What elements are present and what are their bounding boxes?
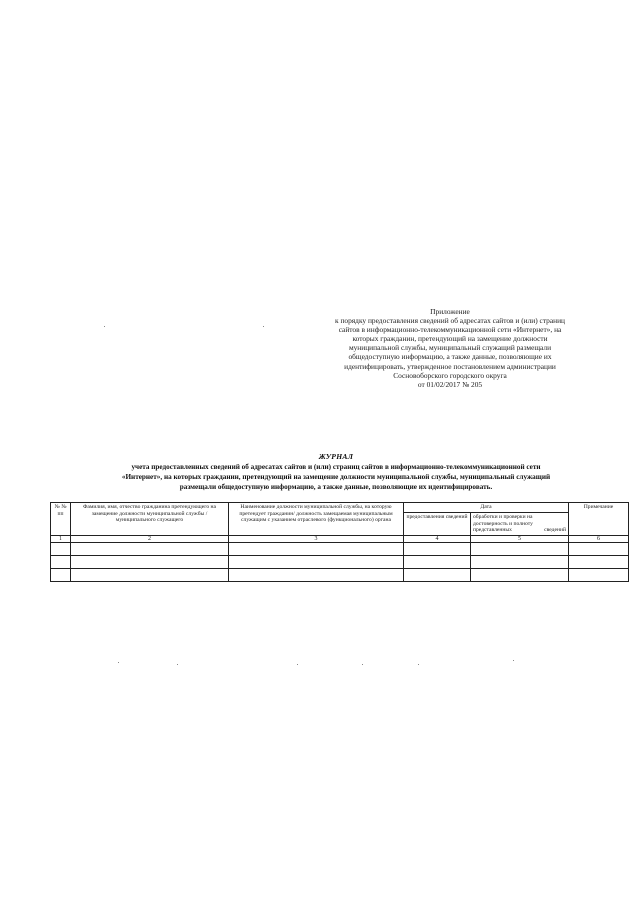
appendix-line: общедоступную информацию, а также данные, позволяющие их [348,352,552,362]
scan-speck [297,664,298,665]
scan-speck [177,664,178,665]
appendix-title: Приложение [430,307,470,316]
col-header-note: Примечание [569,503,629,536]
column-number: 4 [404,535,471,543]
table-cell [471,543,569,556]
col-header-num: № № пп [51,503,71,536]
scan-speck [104,326,105,327]
table-row-column-numbers [51,535,629,543]
column-number: 2 [71,535,229,543]
table-header-row [51,503,629,513]
table-cell [569,556,629,569]
appendix-line: Сосновоборского городского округа [393,370,507,380]
column-number: 3 [229,535,404,543]
appendix-date: от 01/02/2017 № 205 [417,379,483,389]
table-cell [229,543,404,556]
scan-speck [513,660,514,661]
scan-speck [118,662,119,663]
table-cell [229,569,404,582]
table-cell [471,556,569,569]
appendix-line: которых гражданин, претендующий на замещение должности [352,334,548,344]
appendix-line: идентифицировать, утвержденное постановлением администрации [344,361,556,371]
table-row-empty [51,569,629,582]
appendix-line: муниципальной службы, муниципальный служащий размещали [348,343,552,353]
col-header-date-check: обработки и проверки на достоверность и полноту представленных сведений [471,513,569,536]
col-header-date-group: Дата [404,503,569,513]
table-cell [71,569,229,582]
journal-subtitle-line: учета предоставленных сведений об адресатах сайтов и (или) страниц сайтов в информационно-телекоммуникационной сети [131,463,541,471]
journal-subtitle-line: размещали общедоступную информацию, а также данные, позволяющие их идентифицировать. [179,483,493,491]
table-row-empty [51,556,629,569]
table-row-empty [51,543,629,556]
table-cell [71,556,229,569]
appendix-line: к порядку предоставления сведений об адресатах сайтов и (или) страниц [335,316,565,326]
scan-speck [263,326,264,327]
table-cell [71,543,229,556]
table-cell [471,569,569,582]
column-number: 5 [471,535,569,543]
table-cell [51,569,71,582]
appendix-note [300,307,600,389]
scan-speck [362,664,363,665]
appendix-line: сайтов в информационно-телекоммуникационной сети «Интернет», на [338,325,562,335]
col-header-fio: Фамилия, имя, отчество гражданина претендующего на замещение должности муниципальной службы /муниципального служащего [71,503,229,536]
journal-subtitle-line: «Интернет», на которых гражданин, претендующий на замещение должности муниципальной службы, муниципальный служащий [121,473,551,481]
column-number: 1 [51,535,71,543]
table-cell [404,543,471,556]
journal-subtitle [40,462,632,492]
journal-table [50,502,629,582]
journal-title: ЖУРНАЛ [318,452,354,461]
scan-speck [418,664,419,665]
table-cell [404,569,471,582]
table-cell [51,556,71,569]
table-cell [404,556,471,569]
table-cell [569,543,629,556]
col-header-position: Наименование должности муниципальной службы, на которую претендует гражданин/ должность замещаемая муниципальным служащим с указанием отраслевого (функционального) органа [229,503,404,536]
col-header-date-submit: предоставления сведений [404,513,471,536]
table-cell [229,556,404,569]
column-number: 6 [569,535,629,543]
table-cell [51,543,71,556]
table-cell [569,569,629,582]
